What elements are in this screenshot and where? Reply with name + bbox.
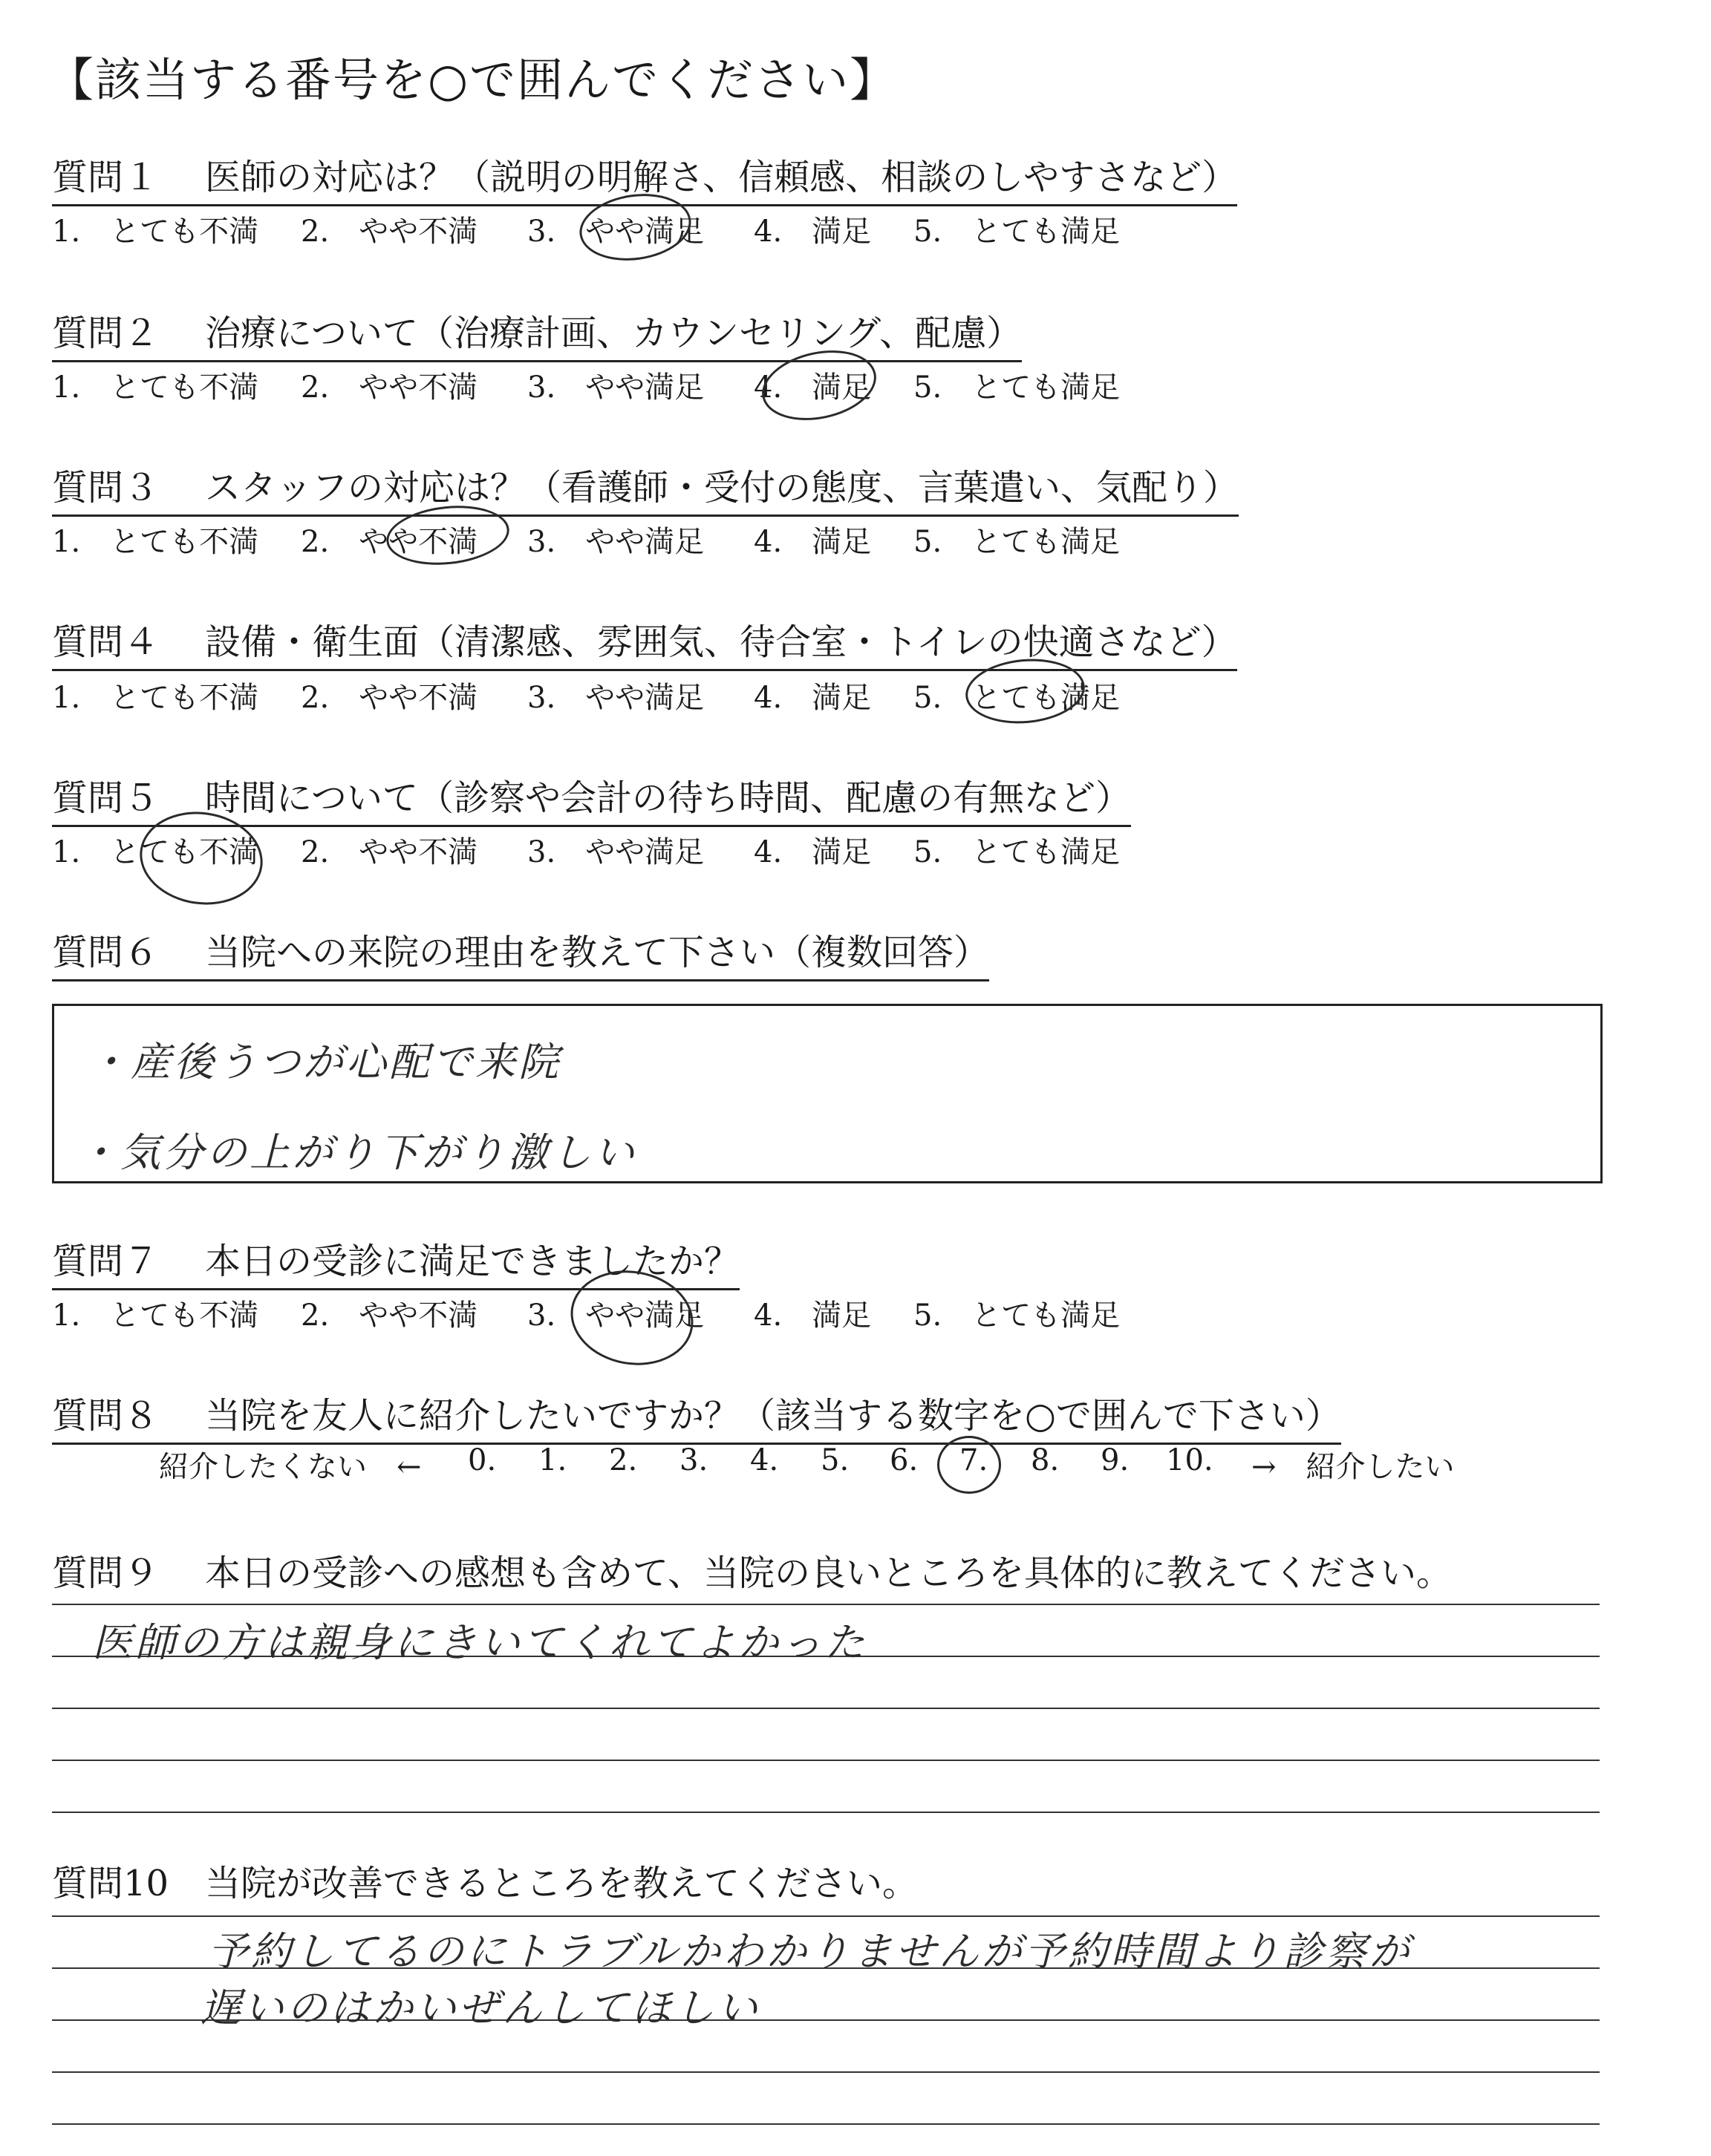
question-text: 当院への来院の理由を教えて下さい（複数回答） (205, 932, 990, 973)
question-10-title (52, 1855, 918, 1910)
question-text: 医師の対応は？（説明の明解さ、信頼感、相談のしやすさなど） (205, 157, 1238, 198)
nps-option-1[interactable]: 1. (538, 1443, 567, 1477)
scale-option-4[interactable]: 4. 満足 (754, 370, 872, 405)
scale-option-2[interactable]: 2. やや不満 (301, 370, 478, 405)
nps-option-9[interactable]: 9. (1101, 1443, 1130, 1477)
scale-option-4[interactable]: 4. 満足 (754, 215, 872, 249)
nps-option-7[interactable]: 7. (959, 1443, 988, 1477)
scale-option-5[interactable]: 5. とても満足 (913, 525, 1121, 559)
question-number: 質問１ (52, 157, 160, 198)
scale-option-3[interactable]: 3. やや満足 (527, 1298, 705, 1333)
question-text: 当院を友人に紹介したいですか？（該当する数字を○で囲んで下さい） (205, 1395, 1341, 1437)
scale-option-4[interactable]: 4. 満足 (754, 1298, 872, 1333)
nps-option-10[interactable]: 10. (1166, 1443, 1213, 1477)
q10-answer-line-2: 遅いのはかいぜんしてほしい (201, 1984, 760, 2031)
nps-option-0[interactable]: 0. (468, 1443, 497, 1477)
scale-option-2[interactable]: 2. やや不満 (301, 681, 478, 715)
q9-answer-line (52, 1760, 1600, 1761)
scale-option-1[interactable]: 1. とても不満 (52, 215, 259, 249)
q8-nps-scale (52, 1443, 1626, 1488)
question-1-title (52, 148, 1237, 206)
scale-option-5[interactable]: 5. とても満足 (913, 835, 1121, 869)
q10-answer-line (52, 2071, 1600, 2073)
nps-option-2[interactable]: 2. (609, 1443, 638, 1477)
question-text: 治療について（治療計画、カウンセリング、配慮） (205, 313, 1023, 354)
scale-option-1[interactable]: 1. とても不満 (52, 525, 259, 559)
nps-right-label: → 紹介したい (1251, 1450, 1455, 1484)
question-number: 質問６ (52, 932, 160, 973)
question-3-title (52, 459, 1239, 517)
scale-option-5[interactable]: 5. とても満足 (913, 681, 1121, 715)
question-text: 本日の受診への感想も含めて、当院の良いところを具体的に教えてください。 (205, 1552, 1453, 1594)
scale-option-1[interactable]: 1. とても不満 (52, 1298, 259, 1333)
question-6-title (52, 924, 989, 981)
question-text: 当院が改善できるところを教えてください。 (205, 1863, 919, 1904)
scale-option-1[interactable]: 1. とても不満 (52, 681, 259, 715)
scale-option-4[interactable]: 4. 満足 (754, 525, 872, 559)
scale-option-4[interactable]: 4. 満足 (754, 681, 872, 715)
question-number: 質問４ (52, 621, 160, 663)
scale-option-1[interactable]: 1. とても不満 (52, 370, 259, 405)
scale-option-5[interactable]: 5. とても満足 (913, 1298, 1121, 1333)
nps-option-3[interactable]: 3. (679, 1443, 708, 1477)
scale-option-3[interactable]: 3. やや満足 (527, 370, 705, 405)
q10-answer-line (52, 1915, 1600, 1917)
question-text: 本日の受診に満足できましたか？ (205, 1241, 740, 1282)
nps-option-4[interactable]: 4. (750, 1443, 779, 1477)
question-number: 質問９ (52, 1552, 160, 1594)
scale-option-2[interactable]: 2. やや不満 (301, 1298, 478, 1333)
scale-option-3[interactable]: 3. やや満足 (527, 525, 705, 559)
q10-answer-line-1: 予約してるのにトラブルかわかりませんが予約時間より診察が (208, 1928, 1412, 1975)
scale-option-3[interactable]: 3. やや満足 (527, 215, 705, 249)
question-number: 質問５ (52, 777, 160, 819)
scale-option-2[interactable]: 2. やや不満 (301, 525, 478, 559)
question-number: 質問８ (52, 1395, 160, 1437)
question-4-title (52, 613, 1237, 671)
question-text: 設備・衛生面（清潔感、雰囲気、待合室・トイレの快適さなど） (205, 621, 1237, 663)
scale-option-1[interactable]: 1. とても不満 (52, 835, 259, 869)
scale-option-2[interactable]: 2. やや不満 (301, 215, 478, 249)
question-number: 質問３ (52, 467, 160, 509)
question-9-title (52, 1544, 1452, 1600)
nps-option-5[interactable]: 5. (821, 1443, 850, 1477)
question-number: 質問10 (52, 1863, 169, 1904)
question-text: 時間について（診察や会計の待ち時間、配慮の有無など） (205, 777, 1132, 819)
scale-option-5[interactable]: 5. とても満足 (913, 370, 1121, 405)
q6-answer-line-2: ・気分の上がり下がり激しい (77, 1129, 637, 1176)
question-number: 質問７ (52, 1241, 160, 1282)
q9-answer-line (52, 1708, 1600, 1709)
question-7-title (52, 1232, 740, 1290)
q9-answer-line (52, 1604, 1600, 1605)
nps-left-label: 紹介したくない ← (159, 1450, 422, 1484)
scale-option-5[interactable]: 5. とても満足 (913, 215, 1121, 249)
question-text: スタッフの対応は？（看護師・受付の態度、言葉遣い、気配り） (205, 467, 1239, 509)
q10-answer-line (52, 2123, 1600, 2125)
page-header: 【該当する番号を○で囲んでください】 (48, 53, 898, 107)
question-number: 質問２ (52, 313, 160, 354)
scale-option-3[interactable]: 3. やや満足 (527, 835, 705, 869)
nps-option-8[interactable]: 8. (1031, 1443, 1060, 1477)
question-2-title (52, 304, 1022, 362)
q9-answer-line (52, 1812, 1600, 1813)
scale-option-2[interactable]: 2. やや不満 (301, 835, 478, 869)
scale-option-3[interactable]: 3. やや満足 (527, 681, 705, 715)
question-5-title (52, 769, 1131, 827)
nps-option-6[interactable]: 6. (890, 1443, 919, 1477)
question-8-title (52, 1387, 1341, 1445)
q6-answer-line-1: ・産後うつが心配で来院 (88, 1039, 561, 1085)
q9-answer-text: 医師の方は親身にきいてくれてよかった (92, 1619, 867, 1666)
scale-option-4[interactable]: 4. 満足 (754, 835, 872, 869)
